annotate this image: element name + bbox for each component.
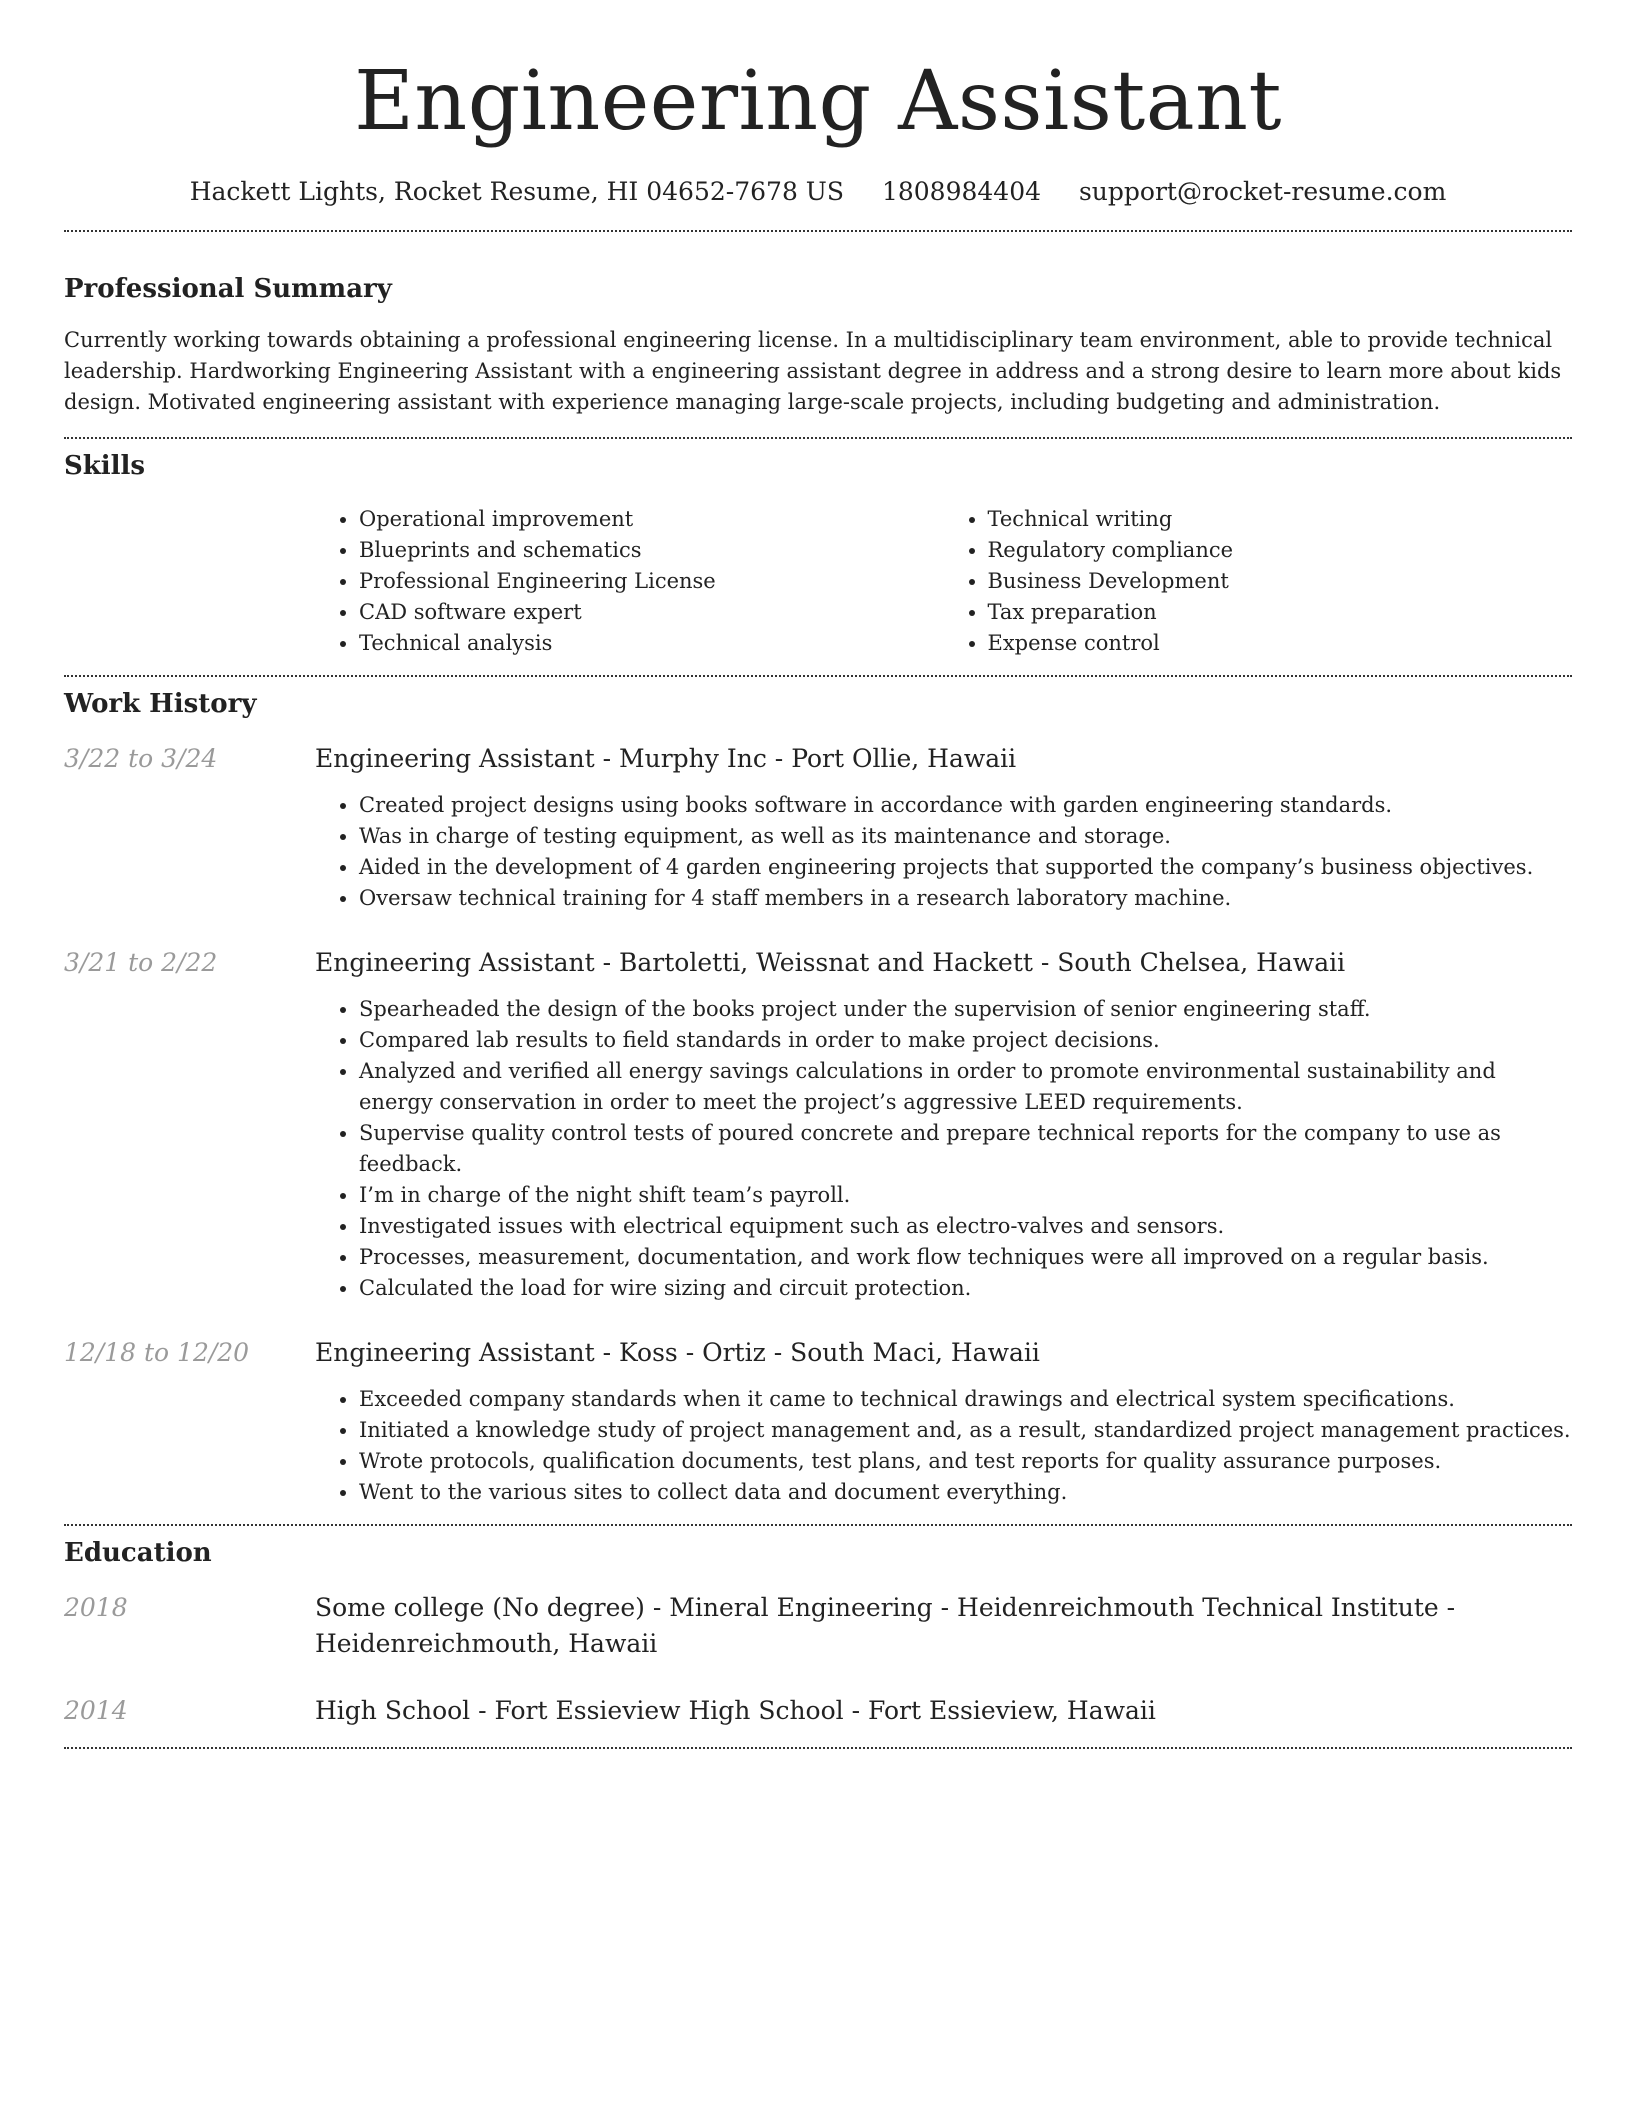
- separator: -: [1438, 1593, 1456, 1622]
- skill-item: • Business Development: [988, 566, 1573, 597]
- skill-item: • Operational improvement: [359, 504, 944, 535]
- job-entry: [64, 945, 1572, 1304]
- job-location: Port Ollie, Hawaii: [791, 744, 1017, 773]
- education-school: Heidenreichmouth Technical Institute: [957, 1593, 1439, 1622]
- skill-item: • Blueprints and schematics: [359, 535, 944, 566]
- education-year: 2018: [64, 1593, 128, 1622]
- job-body: [315, 945, 1572, 1304]
- skills-grid: [315, 504, 1572, 659]
- job-bullet: • Investigated issues with electrical equipment such as electro-valves and sensors.: [359, 1211, 1572, 1242]
- education-section: [64, 1536, 1572, 1729]
- summary-text: Currently working towards obtaining a professional engineering license. In a multidisciplinary team environment, able to provide technical leadership. Hardworking Engineering Assistant with a engineering assistant degree in address and a strong desire to learn more about kids design. Motivated engineering assistant with experience managing large-scale projects, including budgeting and administration.: [64, 328, 1562, 414]
- separator: -: [470, 1696, 495, 1725]
- job-company: Koss - Ortiz: [619, 1338, 766, 1367]
- separator: -: [843, 1696, 868, 1725]
- skill-item: • Expense control: [988, 628, 1573, 659]
- separator: -: [766, 744, 792, 773]
- job-bullet: • Exceeded company standards when it came to technical drawings and electrical system specifications.: [359, 1384, 1572, 1415]
- job-bullet: • Aided in the development of 4 garden engineering projects that supported the company’s business objectives.: [359, 852, 1572, 883]
- skills-divider: [64, 675, 1572, 677]
- job-bullet: • Initiated a knowledge study of project management and, as a result, standardized project management practices.: [359, 1415, 1572, 1446]
- job-bullet: • Spearheaded the design of the books project under the supervision of senior engineering staff.: [359, 994, 1572, 1025]
- education-entry: [64, 1693, 1572, 1729]
- skills-list-left: [315, 504, 944, 659]
- contact-phone: 1808984404: [881, 177, 1042, 206]
- education-year: 2014: [64, 1696, 128, 1725]
- education-location: Heidenreichmouth, Hawaii: [315, 1629, 658, 1658]
- job-heading: [315, 945, 1572, 981]
- work-title: Work History: [64, 689, 257, 719]
- job-bullet: • Wrote protocols, qualification documents, test plans, and test reports for quality assurance purposes.: [359, 1446, 1572, 1477]
- job-bullet: • Went to the various sites to collect data and document everything.: [359, 1477, 1572, 1508]
- education-school: Fort Essieview High School: [494, 1696, 844, 1725]
- education-location: Fort Essieview, Hawaii: [867, 1696, 1156, 1725]
- job-bullets: [315, 1384, 1572, 1508]
- education-entry: [64, 1590, 1572, 1662]
- skill-item: • Regulatory compliance: [988, 535, 1573, 566]
- job-date: 12/18 to 12/20: [64, 1338, 250, 1367]
- skill-item: • CAD software expert: [359, 597, 944, 628]
- separator: -: [644, 1593, 670, 1622]
- job-entry: [64, 741, 1572, 914]
- skill-item: • Professional Engineering License: [359, 566, 944, 597]
- job-location: South Chelsea, Hawaii: [1057, 948, 1346, 977]
- separator: -: [765, 1338, 791, 1367]
- skill-item: • Tax preparation: [988, 597, 1573, 628]
- separator: -: [594, 1338, 620, 1367]
- contact-email: support@rocket-resume.com: [1078, 177, 1447, 206]
- job-heading: [315, 741, 1572, 777]
- education-heading: [315, 1693, 1572, 1729]
- separator: -: [594, 948, 620, 977]
- job-bullet: • Oversaw technical training for 4 staff members in a research laboratory machine.: [359, 883, 1572, 914]
- education-degree: Some college (No degree): [315, 1593, 645, 1622]
- job-entry: [64, 1335, 1572, 1508]
- work-divider: [64, 1524, 1572, 1526]
- job-location: South Maci, Hawaii: [790, 1338, 1040, 1367]
- job-bullet: • Calculated the load for wire sizing and circuit protection.: [359, 1273, 1572, 1304]
- separator: -: [594, 744, 620, 773]
- separator: -: [932, 1593, 958, 1622]
- education-field: Mineral Engineering: [669, 1593, 933, 1622]
- separator: -: [1032, 948, 1058, 977]
- candidate-name: Engineering Assistant: [354, 54, 1282, 149]
- summary-divider: [64, 437, 1572, 439]
- header-divider: [64, 230, 1572, 232]
- job-bullet: • Created project designs using books software in accordance with garden engineering standards.: [359, 790, 1572, 821]
- education-title: Education: [64, 1538, 212, 1568]
- job-body: [315, 741, 1572, 914]
- job-role: Engineering Assistant: [315, 948, 595, 977]
- summary-section: [64, 272, 1572, 418]
- skills-title: Skills: [64, 451, 146, 481]
- skills-section: [64, 449, 1572, 659]
- job-role: Engineering Assistant: [315, 1338, 595, 1367]
- job-company: Bartoletti, Weissnat and Hackett: [619, 948, 1033, 977]
- education-heading: [315, 1590, 1572, 1662]
- skill-item: • Technical analysis: [359, 628, 944, 659]
- work-section: [64, 687, 1572, 1508]
- contact-address: Hackett Lights, Rocket Resume, HI 04652-7678 US: [189, 177, 844, 206]
- job-role: Engineering Assistant: [315, 744, 595, 773]
- job-company: Murphy Inc: [619, 744, 767, 773]
- education-divider: [64, 1747, 1572, 1749]
- job-bullet: • Was in charge of testing equipment, as well as its maintenance and storage.: [359, 821, 1572, 852]
- contact-line: [64, 174, 1572, 210]
- job-bullets: [315, 994, 1572, 1304]
- skills-list-right: [944, 504, 1573, 659]
- job-bullet: • Supervise quality control tests of poured concrete and prepare technical reports for the company to use as feedback.: [359, 1118, 1572, 1180]
- job-bullets: [315, 790, 1572, 914]
- job-body: [315, 1335, 1572, 1508]
- job-bullet: • I’m in charge of the night shift team’s payroll.: [359, 1180, 1572, 1211]
- job-bullet: • Processes, measurement, documentation, and work flow techniques were all improved on a regular basis.: [359, 1242, 1572, 1273]
- skill-item: • Technical writing: [988, 504, 1573, 535]
- job-bullet: • Analyzed and verified all energy savings calculations in order to promote environmental sustainability and energy conservation in order to meet the project’s aggressive LEED requirements.: [359, 1056, 1572, 1118]
- resume-page: [64, 0, 1572, 1749]
- job-date: 3/21 to 2/22: [64, 948, 218, 977]
- job-date: 3/22 to 3/24: [64, 744, 218, 773]
- job-heading: [315, 1335, 1572, 1371]
- summary-title: Professional Summary: [64, 274, 392, 304]
- education-degree: High School: [315, 1696, 471, 1725]
- job-bullet: • Compared lab results to field standards in order to make project decisions.: [359, 1025, 1572, 1056]
